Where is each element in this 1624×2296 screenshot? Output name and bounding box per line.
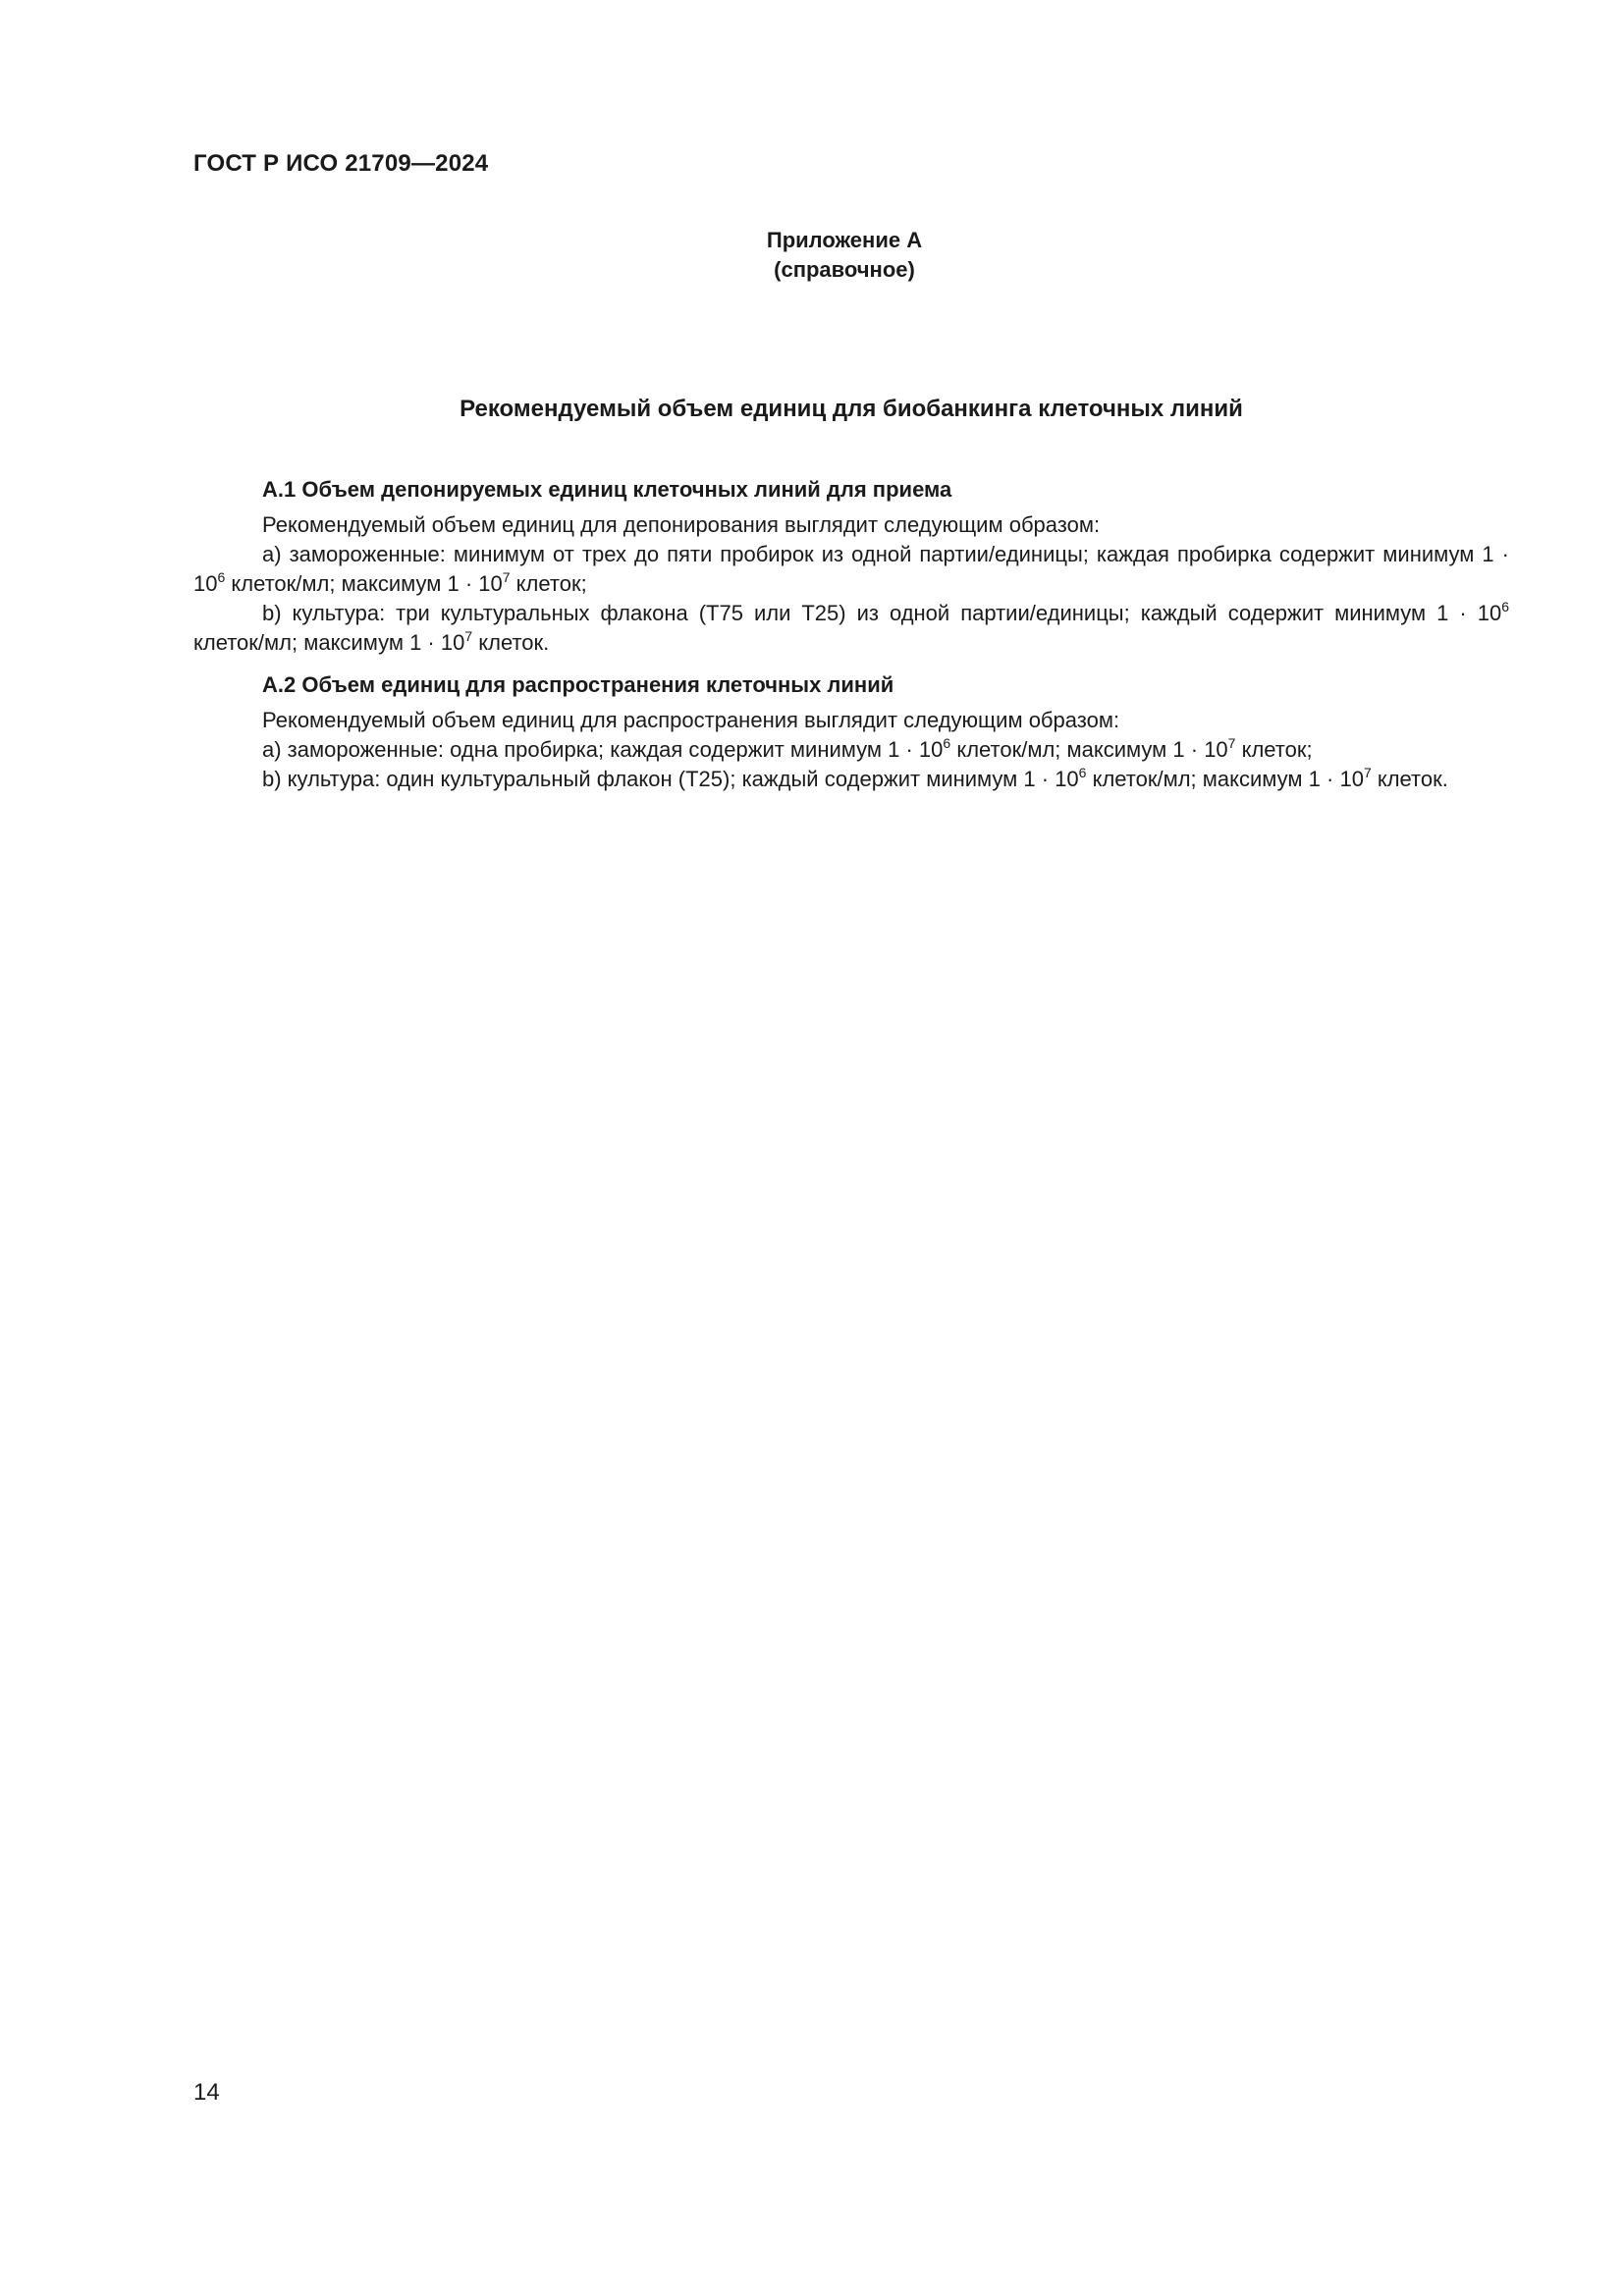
list-item-a1-b: b) культура: три культуральных флакона (Т75 или Т25) из одной партии/единицы; каждый содержит минимум $1 \cdot 10^6$ клеток/мл; максимум $1 \cdot 10^7$ клеток. bbox=[193, 599, 1509, 655]
document-body bbox=[193, 475, 1509, 794]
annex-heading bbox=[648, 226, 1041, 285]
document-code: ГОСТ Р ИСО 21709—2024 bbox=[193, 150, 489, 177]
list-item-a2-a: a) замороженные: одна пробирка; каждая содержит минимум $1 \cdot 10^6$ клеток/мл; максимум $1 \cdot 10^7$ клеток; bbox=[262, 735, 1313, 762]
section-heading-a2: А.2 Объем единиц для распространения клеточных линий bbox=[262, 672, 894, 697]
section-intro-a2: Рекомендуемый объем единиц для распространения выглядит следующим образом: bbox=[262, 708, 1120, 732]
section-intro-a1: Рекомендуемый объем единиц для депонирования выглядит следующим образом: bbox=[262, 512, 1101, 537]
section-heading-a1: А.1 Объем депонируемых единиц клеточных линий для приема bbox=[262, 477, 952, 502]
list-item-a1-a: a) замороженные: минимум от трех до пяти пробирок из одной партии/единицы; каждая пробирка содержит минимум $1 \cdot 10^6$ клеток/мл; максимум $1 \cdot 10^7$ клеток; bbox=[193, 542, 1509, 596]
annex-label: Приложение А bbox=[766, 228, 923, 252]
annex-status: (справочное) bbox=[774, 257, 915, 282]
page-number: 14 bbox=[193, 2079, 220, 2106]
list-item-a2-b: b) культура: один культуральный флакон (Т25); каждый содержит минимум $1 \cdot 10^6$ клеток/мл; максимум $1 \cdot 10^7$ клеток. bbox=[262, 765, 1448, 791]
annex-title: Рекомендуемый объем единиц для биобанкинга клеточных линий bbox=[460, 396, 1243, 422]
